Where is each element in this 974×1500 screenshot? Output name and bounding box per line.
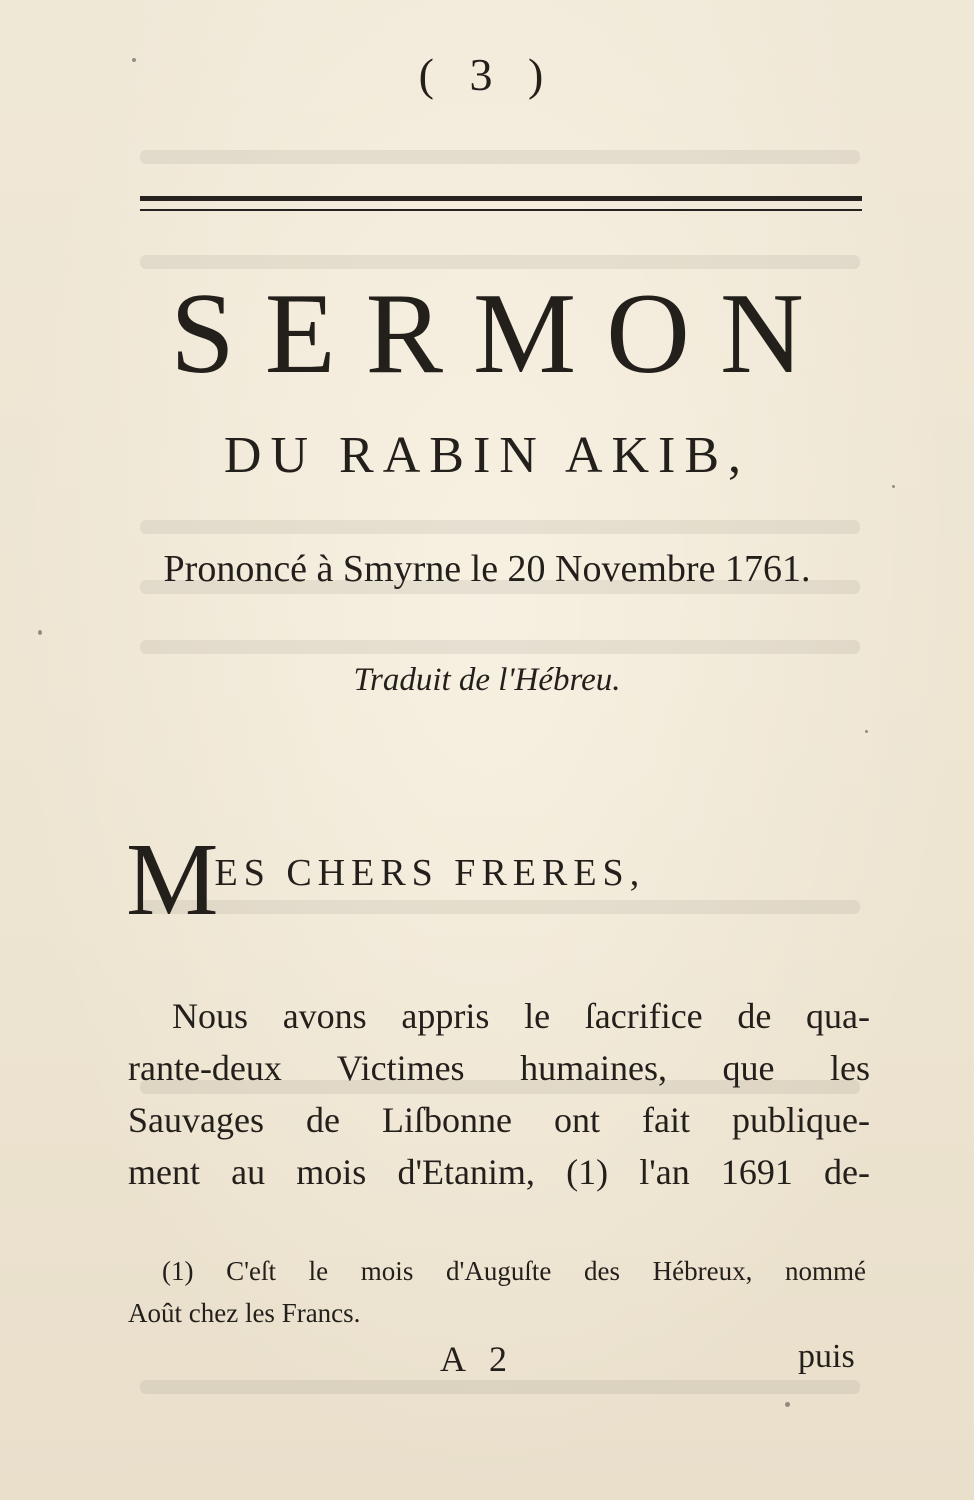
body-text: [128, 990, 870, 1198]
footnote-line: Août chez les Francs.: [128, 1298, 361, 1328]
pronounced-line: Prononcé à Smyrne le 20 Novembre 1761.: [163, 548, 811, 590]
salutation: [126, 822, 886, 937]
footnote: [128, 1250, 866, 1334]
paper-speck: [892, 485, 895, 488]
body-line: Nous avons appris le ſacrifice de qua-: [172, 996, 870, 1036]
sermon-subtitle: DU RABIN AKIB,: [223, 427, 751, 484]
footnote-line: (1) C'eſt le mois d'Auguſte des Hébreux, nommé: [162, 1256, 866, 1286]
paper-speck: [132, 58, 136, 62]
header-rule-thin: [140, 209, 862, 211]
signature-mark: A 2: [440, 1339, 516, 1379]
page-number: ( 3 ): [418, 49, 556, 100]
sermon-title: SERMON: [170, 270, 834, 398]
body-line: rante-deux Victimes humaines, que les: [128, 1048, 870, 1088]
paper-speck: [785, 1402, 790, 1407]
body-line: Sauvages de Liſbonne ont fait publique-: [128, 1100, 870, 1140]
paper-speck: [865, 730, 868, 733]
drop-cap: M: [126, 822, 215, 937]
catchword: puis: [798, 1338, 855, 1375]
body-line: ment au mois d'Etanim, (1) l'an 1691 de-: [128, 1152, 870, 1192]
paper-speck: [38, 630, 42, 635]
salutation-text: ES CHERS FRERES,: [214, 852, 646, 894]
header-rule-thick: [140, 196, 862, 201]
translated-line: Traduit de l'Hébreu.: [353, 662, 621, 698]
